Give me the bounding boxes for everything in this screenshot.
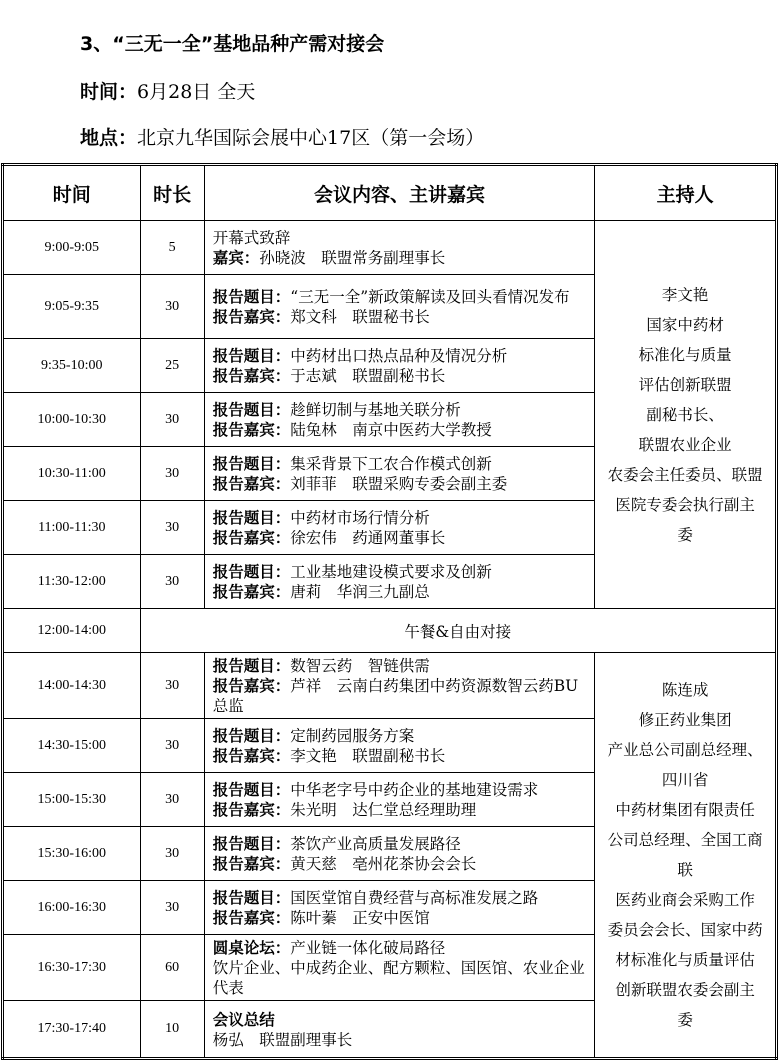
speaker-value: 朱光明 达仁堂总经理助理 xyxy=(290,801,477,819)
speaker-value: 于志斌 联盟副秘书长 xyxy=(290,367,446,385)
table-row xyxy=(3,221,777,275)
header-duration: 时长 xyxy=(140,165,204,221)
host-line: 材标准化与质量评估 xyxy=(615,951,755,969)
row-content xyxy=(204,221,595,275)
host-line: 医院专委会执行副主 xyxy=(615,495,755,514)
row-content xyxy=(204,881,595,935)
row-time: 9:05-9:35 xyxy=(3,275,141,339)
row-time: 9:35-10:00 xyxy=(3,339,141,393)
speaker-label: 嘉宾： xyxy=(212,249,260,267)
place-value: 北京九华国际会展中心17区（第一会场） xyxy=(137,127,485,149)
summary-speaker: 杨弘 联盟副理事长 xyxy=(212,1030,353,1049)
topic-value: 茶饮产业高质量发展路径 xyxy=(290,835,461,853)
row-content xyxy=(204,1001,595,1059)
topic-value: 趁鲜切制与基地关联分析 xyxy=(290,401,461,419)
host-line: 委员会会长、国家中药 xyxy=(607,921,763,939)
host-line: 农委会主任委员、联盟 xyxy=(607,465,763,484)
row-time: 14:30-15:00 xyxy=(3,719,141,773)
speaker-label: 报告嘉宾： xyxy=(212,308,291,326)
speaker-label: 报告嘉宾： xyxy=(212,747,291,765)
table-row xyxy=(3,653,777,719)
speaker-label: 报告嘉宾： xyxy=(212,367,291,385)
place-label: 地点： xyxy=(80,127,138,149)
speaker-value: 郑文科 联盟秘书长 xyxy=(290,308,430,326)
lunch-row xyxy=(3,609,777,653)
speaker-value: 李文艳 联盟副秘书长 xyxy=(290,747,446,765)
row-duration: 30 xyxy=(140,881,204,935)
speaker-label: 报告嘉宾： xyxy=(212,583,291,601)
host-line: 评估创新联盟 xyxy=(638,375,732,394)
time-value: 6月28日 全天 xyxy=(137,81,256,103)
host-line: 委 xyxy=(677,525,693,544)
topic-label: 报告题目： xyxy=(212,288,291,306)
row-duration: 30 xyxy=(140,393,204,447)
row-duration: 30 xyxy=(140,275,204,339)
topic-label: 报告题目： xyxy=(212,455,291,473)
row-content xyxy=(204,935,595,1001)
host-line: 修正药业集团 xyxy=(638,711,732,729)
topic-value: 中华老字号中药企业的基地建设需求 xyxy=(290,781,539,799)
row-content xyxy=(204,827,595,881)
row-time: 9:00-9:05 xyxy=(3,221,141,275)
row-time: 16:30-17:30 xyxy=(3,935,141,1001)
speaker-value: 陈叶蓁 正安中医馆 xyxy=(290,909,430,927)
row-duration: 25 xyxy=(140,339,204,393)
speaker-value: 徐宏伟 药通网董事长 xyxy=(290,529,446,547)
speaker-value: 唐莉 华润三九副总 xyxy=(290,583,430,601)
header-content: 会议内容、主讲嘉宾 xyxy=(204,165,595,221)
topic-value: 定制药园服务方案 xyxy=(290,727,415,745)
row-content xyxy=(204,447,595,501)
row-duration: 60 xyxy=(140,935,204,1001)
host-line: 产业总公司副总经理、 xyxy=(607,741,763,759)
host-line: 国家中药材 xyxy=(646,315,724,334)
host-line: 标准化与质量 xyxy=(638,345,732,364)
lunch-time: 12:00-14:00 xyxy=(3,609,141,653)
schedule-table xyxy=(1,163,778,1060)
row-time: 10:30-11:00 xyxy=(3,447,141,501)
row-time: 14:00-14:30 xyxy=(3,653,141,719)
forum-label: 圆桌论坛： xyxy=(212,939,291,957)
host-line: 四川省 xyxy=(661,771,709,789)
speaker-value: 孙晓波 联盟常务副理事长 xyxy=(259,249,446,267)
row-time: 11:30-12:00 xyxy=(3,555,141,609)
speaker-label: 报告嘉宾： xyxy=(212,475,291,493)
host-line: 委 xyxy=(677,1011,693,1029)
speaker-label: 报告嘉宾： xyxy=(212,677,291,695)
time-label: 时间： xyxy=(80,81,138,103)
speaker-value: 刘菲菲 联盟采购专委会副主委 xyxy=(290,475,508,493)
row-content xyxy=(204,555,595,609)
row-content xyxy=(204,719,595,773)
row-duration: 30 xyxy=(140,555,204,609)
topic-value: 数智云药 智链供需 xyxy=(290,657,430,675)
topic-value: 中药材出口热点品种及情况分析 xyxy=(290,347,508,365)
header-host: 主持人 xyxy=(595,165,777,221)
row-time: 11:00-11:30 xyxy=(3,501,141,555)
row-content xyxy=(204,773,595,827)
row-time: 15:30-16:00 xyxy=(3,827,141,881)
host-line: 李文艳 xyxy=(661,285,709,304)
row-duration: 5 xyxy=(140,221,204,275)
speaker-label: 报告嘉宾： xyxy=(212,529,291,547)
row-time: 10:00-10:30 xyxy=(3,393,141,447)
participants: 饮片企业、中成药企业、配方颗粒、国医馆、农业企业代表 xyxy=(212,959,585,997)
row-duration: 10 xyxy=(140,1001,204,1059)
host-line: 中药材集团有限责任 xyxy=(615,801,755,819)
topic-label: 报告题目： xyxy=(212,657,291,675)
host-afternoon xyxy=(595,653,777,1059)
topic-label: 报告题目： xyxy=(212,401,291,419)
speaker-label: 报告嘉宾： xyxy=(212,855,291,873)
topic-label: 报告题目： xyxy=(212,347,291,365)
summary-title: 会议总结 xyxy=(212,1010,275,1029)
time-line xyxy=(80,80,255,104)
topic-label: 报告题目： xyxy=(212,781,291,799)
topic-label: 报告题目： xyxy=(212,727,291,745)
row-duration: 30 xyxy=(140,773,204,827)
forum-value: 产业链一体化破局路径 xyxy=(290,939,446,957)
row-time: 17:30-17:40 xyxy=(3,1001,141,1059)
section-title: 3、“三无一全”基地品种产需对接会 xyxy=(80,33,385,55)
row-duration: 30 xyxy=(140,653,204,719)
row-content xyxy=(204,653,595,719)
host-morning xyxy=(595,221,777,609)
host-line: 陈连成 xyxy=(661,681,709,699)
topic-value: “三无一全”新政策解读及回头看情况发布 xyxy=(290,288,570,306)
speaker-label: 报告嘉宾： xyxy=(212,909,291,927)
row-content xyxy=(204,501,595,555)
row-time: 16:00-16:30 xyxy=(3,881,141,935)
speaker-value: 陆兔林 南京中医药大学教授 xyxy=(290,421,492,439)
topic-value: 中药材市场行情分析 xyxy=(290,509,430,527)
header-row xyxy=(3,165,777,221)
row-duration: 30 xyxy=(140,447,204,501)
speaker-label: 报告嘉宾： xyxy=(212,801,291,819)
topic-label: 报告题目： xyxy=(212,509,291,527)
place-line xyxy=(80,126,484,150)
topic-label: 报告题目： xyxy=(212,889,291,907)
row-content xyxy=(204,275,595,339)
row-content xyxy=(204,339,595,393)
topic-value: 国医堂馆自费经营与高标准发展之路 xyxy=(290,889,539,907)
host-line: 医药业商会采购工作 xyxy=(615,891,755,909)
row-time: 15:00-15:30 xyxy=(3,773,141,827)
host-line: 联盟农业企业 xyxy=(638,435,732,454)
topic-value: 集采背景下工农合作模式创新 xyxy=(290,455,492,473)
host-line: 副秘书长、 xyxy=(646,405,724,424)
lunch-content: 午餐&自由对接 xyxy=(140,609,776,653)
speaker-value: 芦祥 云南白药集团中药资源数智云药BU总监 xyxy=(212,677,579,715)
topic-label: 报告题目： xyxy=(212,563,291,581)
speaker-value: 黄天慈 亳州花茶协会会长 xyxy=(290,855,477,873)
speaker-label: 报告嘉宾： xyxy=(212,421,291,439)
host-line: 公司总经理、全国工商 xyxy=(607,831,763,849)
host-line: 联 xyxy=(677,861,693,879)
header-time: 时间 xyxy=(3,165,141,221)
topic-label: 报告题目： xyxy=(212,835,291,853)
row-duration: 30 xyxy=(140,501,204,555)
content-line: 开幕式致辞 xyxy=(212,229,291,247)
row-duration: 30 xyxy=(140,827,204,881)
row-content xyxy=(204,393,595,447)
host-line: 创新联盟农委会副主 xyxy=(615,981,755,999)
row-duration: 30 xyxy=(140,719,204,773)
topic-value: 工业基地建设模式要求及创新 xyxy=(290,563,492,581)
